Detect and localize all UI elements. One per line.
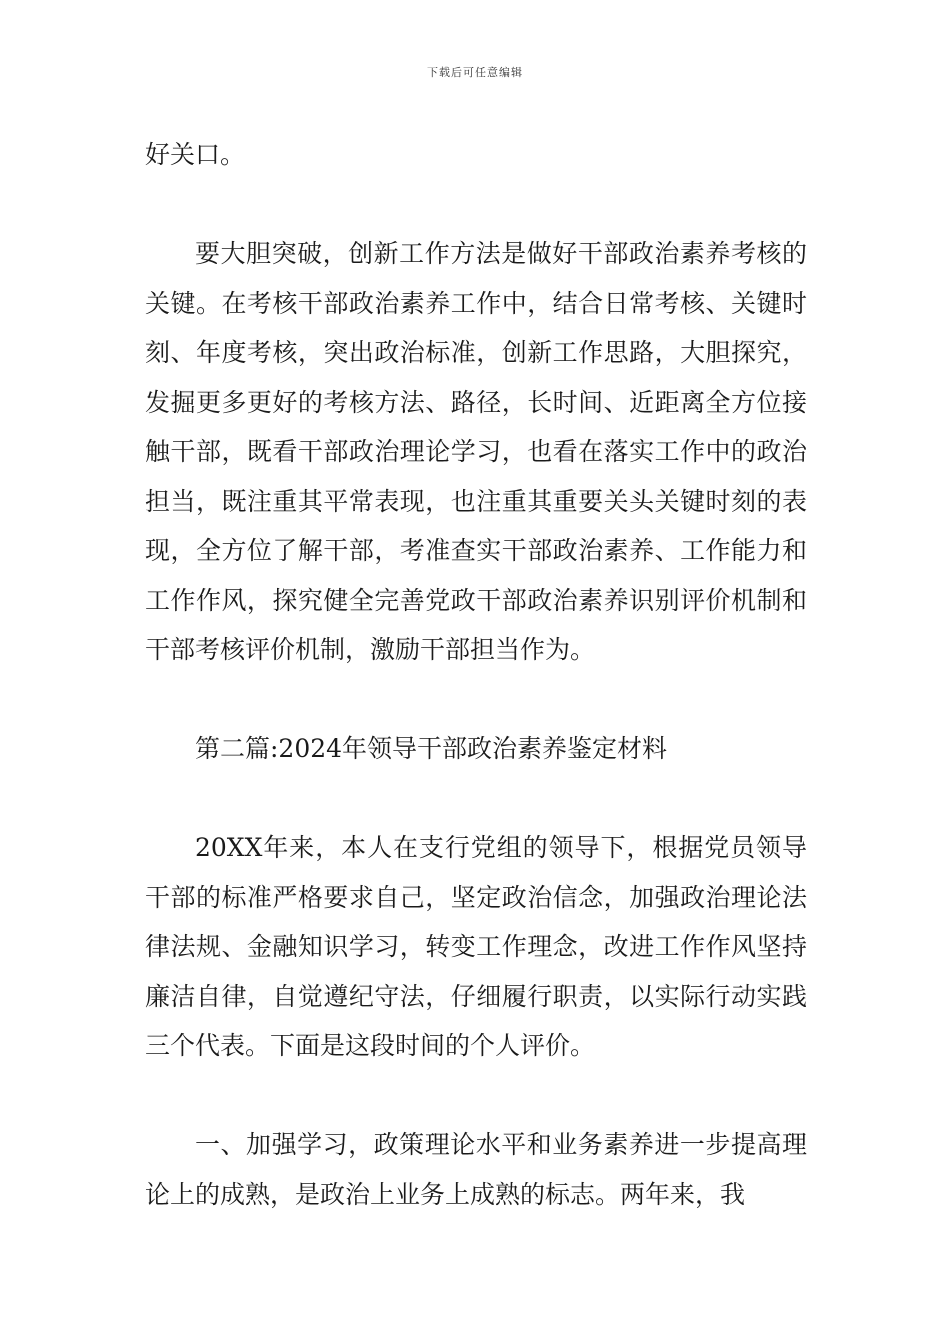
paragraph-study: 一、加强学习，政策理论水平和业务素养进一步提高理论上的成熟，是政治上业务上成熟的标志。两年来，我 — [145, 1130, 807, 1209]
paragraph-intro: 20XX年来，本人在支行党组的领导下，根据党员领导干部的标准严格要求自己，坚定政治信念，加强政治理论法律法规、金融知识学习，转变工作理念，改进工作作风坚持廉洁自律，自觉遵纪守法，仔细履行职责，以实际行动实践三个代表。下面是这段时间的个人评价。 — [145, 833, 807, 1060]
paragraph-continuation: 好关口。 — [145, 140, 246, 169]
document-body — [145, 130, 807, 1219]
section-heading: 第二篇:2024年领导干部政治素养鉴定材料 — [195, 734, 668, 763]
paragraph-innovation: 要大胆突破，创新工作方法是做好干部政治素养考核的关键。在考核干部政治素养工作中，结合日常考核、关键时刻、年度考核，突出政治标准，创新工作思路，大胆探究，发掘更多更好的考核方法、路径，长时间、近距离全方位接触干部，既看干部政治理论学习，也看在落实工作中的政治担当，既注重其平常表现，也注重其重要关头关键时刻的表现，全方位了解干部，考准查实干部政治素养、工作能力和工作作风，探究健全完善党政干部政治素养识别评价机制和干部考核评价机制，激励干部担当作为。 — [145, 239, 807, 664]
page-header: 下载后可任意编辑 — [427, 66, 523, 79]
